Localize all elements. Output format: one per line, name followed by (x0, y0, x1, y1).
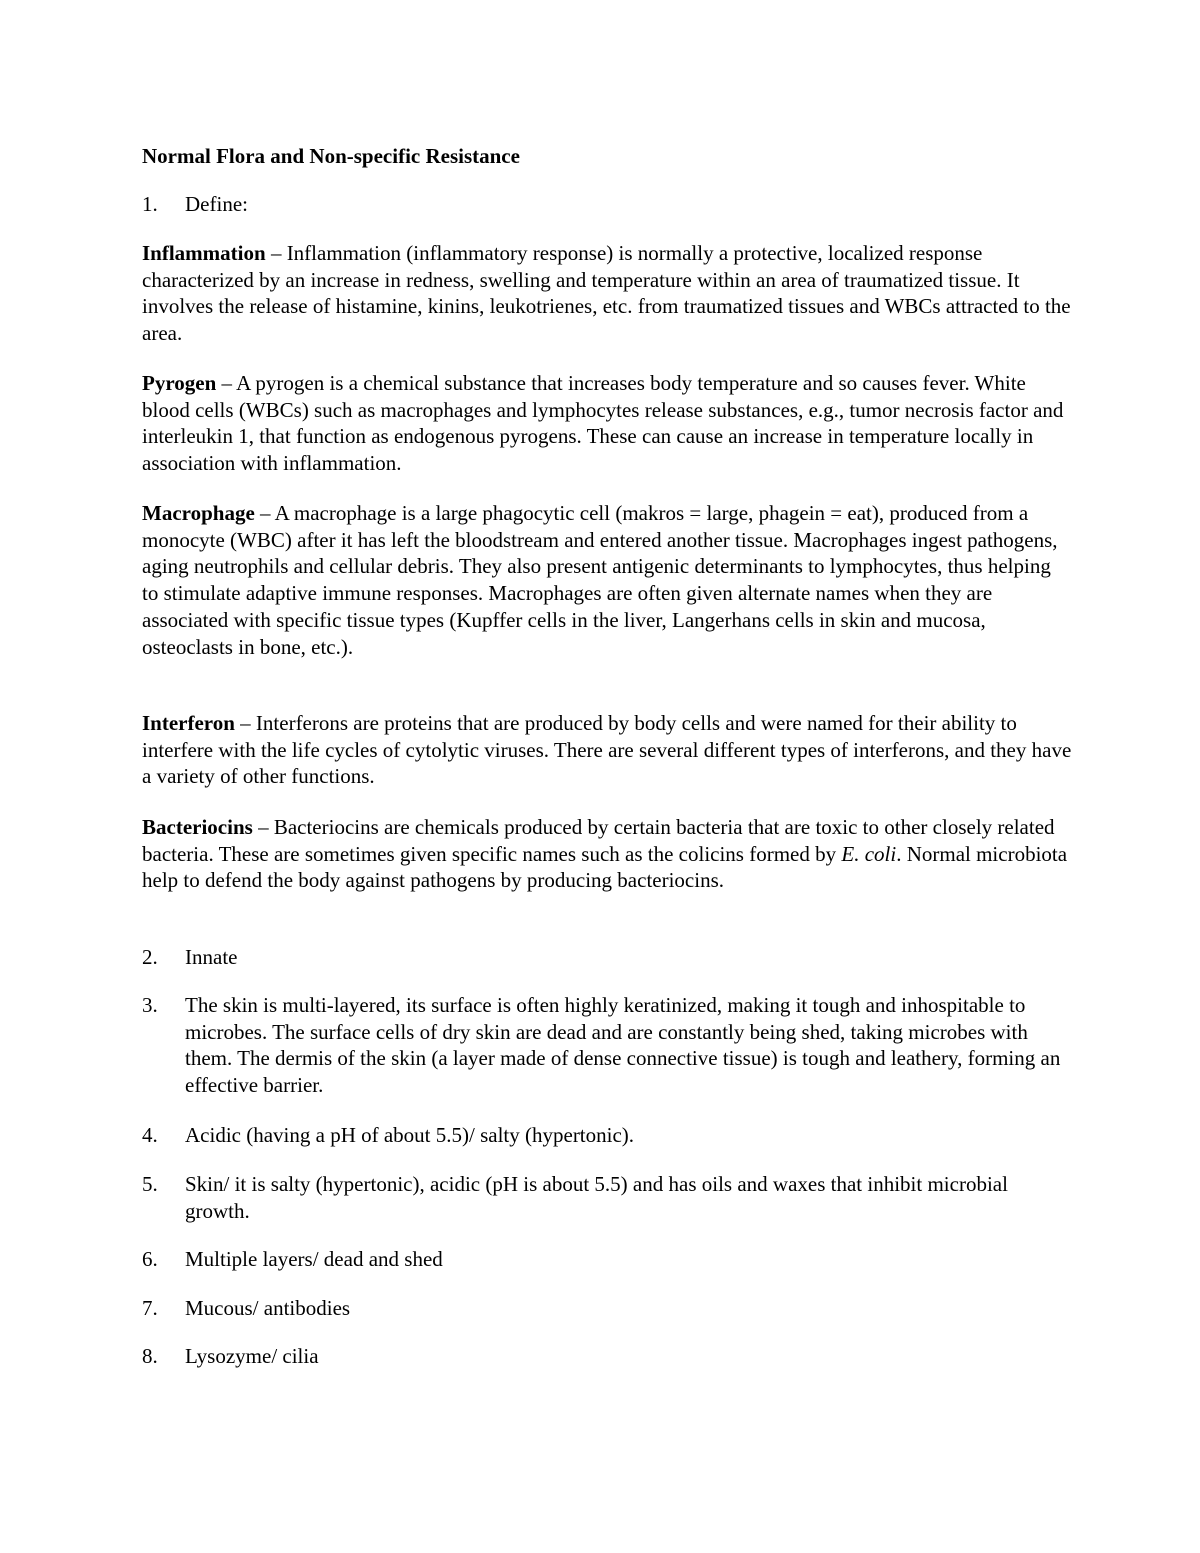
definition-pyrogen (142, 370, 1072, 477)
page-title: Normal Flora and Non-specific Resistance (142, 144, 520, 168)
definition-text: A macrophage is a large phagocytic cell (makros = large, phagein = eat), produced from a monocyte (WBC) after it has left the bloodstream and entered another tissue. Macrophages ingest pathogens, aging neutrophils and cellular debris. They also present antigenic determinants to lymphocytes, thus helping to stimulate adaptive immune responses. Macrophages are often given alternate names when they are associated with specific tissue types (Kupffer cells in the liver, Langerhans cells in skin and mucosa, osteoclasts in bone, etc.). (142, 501, 1058, 659)
definition-separator: – (252, 815, 274, 839)
list-item-2 (142, 944, 1072, 971)
item-number: 7. (142, 1296, 158, 1320)
list-item-3 (142, 992, 1072, 1099)
item-number: 4. (142, 1123, 158, 1147)
definition-text: Interferons are proteins that are produced by body cells and were named for their ability to interfere with the life cycles of cytolytic viruses. There are several different types of interferons, and they have a variety of other functions. (142, 711, 1072, 789)
list-item-6 (142, 1246, 1072, 1273)
item-text: Define: (185, 192, 248, 216)
definition-term: Macrophage (142, 501, 255, 525)
item-text: The skin is multi-layered, its surface is often highly keratinized, making it tough and inhospitable to microbes. The surface cells of dry skin are dead and are constantly being shed, taking microbes with them. The dermis of the skin (a layer made of dense connective tissue) is tough and leathery, forming an effective barrier. (185, 993, 1061, 1098)
definition-term: Interferon (142, 711, 235, 735)
definition-separator: – (254, 501, 275, 525)
item-text: Acidic (having a pH of about 5.5)/ salty (hypertonic). (185, 1123, 635, 1147)
definition-separator: – (234, 711, 256, 735)
item-number: 1. (142, 192, 158, 216)
item-number: 5. (142, 1172, 158, 1196)
definition-text: Inflammation (inflammatory response) is normally a protective, localized response characterized by an increase in redness, swelling and temperature within an area of traumatized tissue. It involves the release of histamine, kinins, leukotrienes, etc. from traumatized tissues and WBCs attracted to the area. (142, 241, 1071, 346)
definition-separator: – (265, 241, 287, 265)
list-item-5 (142, 1171, 1072, 1224)
definition-text-after: . Normal microbiota help to defend the body against pathogens by producing bacteriocins. (142, 841, 1068, 893)
item-text: Skin/ it is salty (hypertonic), acidic (pH is about 5.5) and has oils and waxes that inhibit microbial growth. (185, 1172, 1008, 1223)
list-item-7 (142, 1295, 1072, 1322)
definition-bacteriocins (142, 814, 1072, 894)
item-number: 3. (142, 993, 158, 1017)
definition-term: Pyrogen (142, 371, 217, 395)
item-number: 2. (142, 945, 158, 969)
definition-text: Bacteriocins are chemicals produced by certain bacteria that are toxic to other closely related bacteria. These are sometimes given specific names such as the colicins formed by (142, 815, 1055, 866)
list-item-1 (142, 191, 1072, 218)
item-text: Lysozyme/ cilia (185, 1344, 319, 1368)
definition-macrophage (142, 500, 1072, 660)
list-item-4 (142, 1122, 1072, 1149)
item-text: Innate (185, 945, 238, 969)
list-item-8 (142, 1343, 1072, 1370)
definition-separator: – (216, 371, 237, 395)
item-number: 6. (142, 1247, 158, 1271)
definition-term: Bacteriocins (142, 815, 253, 839)
definition-term: Inflammation (142, 241, 266, 265)
definition-text: A pyrogen is a chemical substance that increases body temperature and so causes fever. White blood cells (WBCs) such as macrophages and lymphocytes release substances, e.g., tumor necrosis factor and interleukin 1, that function as endogenous pyrogens. These can cause an increase in temperature locally in association with inflammation. (142, 371, 1064, 476)
item-number: 8. (142, 1344, 158, 1368)
definition-interferon (142, 710, 1072, 790)
definition-inflammation (142, 240, 1072, 347)
item-text: Multiple layers/ dead and shed (185, 1247, 443, 1271)
organism-name: E. coli (841, 841, 897, 866)
item-text: Mucous/ antibodies (185, 1296, 351, 1320)
